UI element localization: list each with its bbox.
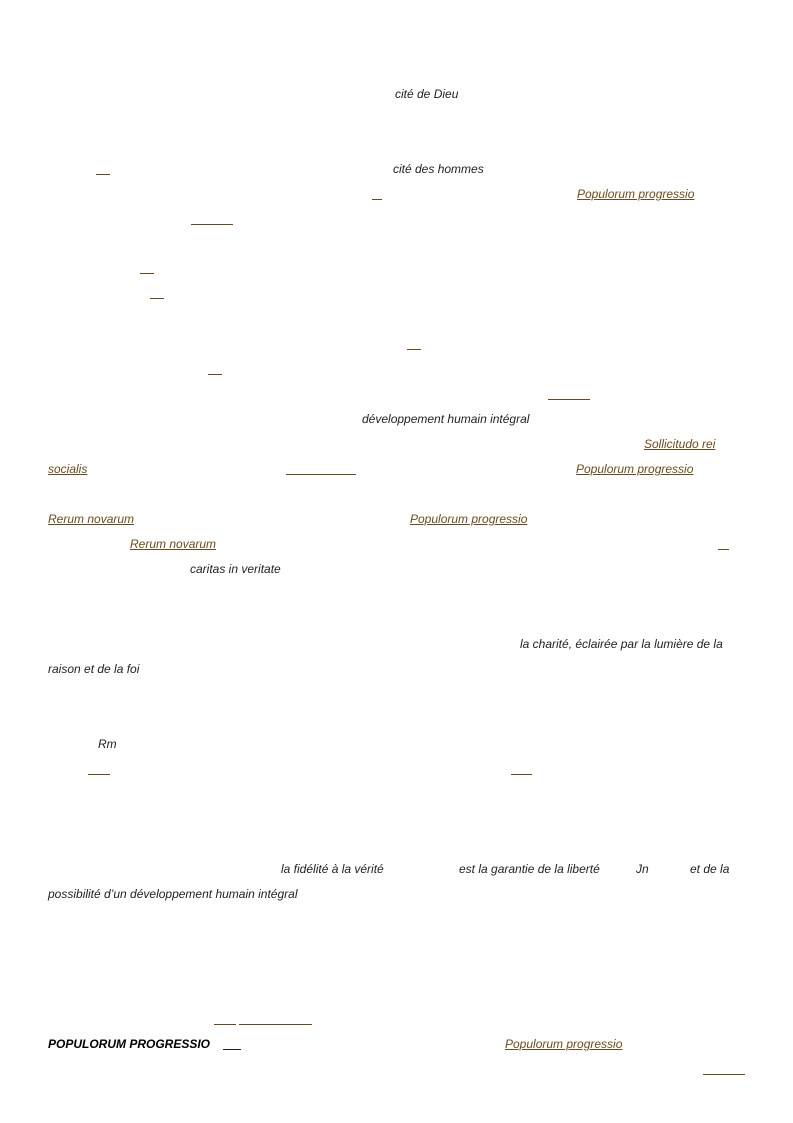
- link-rerum-novarum[interactable]: Rerum novarum: [130, 537, 217, 551]
- footnote-link[interactable]: [407, 349, 421, 350]
- footnote-link[interactable]: [718, 549, 729, 550]
- footnote-link[interactable]: [208, 374, 222, 375]
- footnote-link[interactable]: [150, 298, 164, 299]
- heading-underline: [223, 1049, 241, 1050]
- footnote-link[interactable]: [96, 174, 110, 175]
- fragment-garantie: est la garantie de la liberté: [459, 862, 600, 876]
- footnote-link[interactable]: [214, 1024, 236, 1025]
- fragment-charite-line1: la charité, éclairée par la lumière de la: [520, 637, 723, 651]
- footnote-link[interactable]: [703, 1074, 745, 1075]
- footnote-link[interactable]: [548, 399, 590, 400]
- link-sollicitudo-rei[interactable]: Sollicitudo rei: [644, 437, 716, 451]
- footnote-link[interactable]: [372, 199, 382, 200]
- fragment-charite-line2: raison et de la foi: [48, 662, 140, 676]
- link-populorum-progressio[interactable]: Populorum progressio: [576, 462, 694, 476]
- section-heading-populorum: POPULORUM PROGRESSIO: [48, 1037, 211, 1051]
- link-populorum-progressio[interactable]: Populorum progressio: [410, 512, 528, 526]
- link-populorum-progressio[interactable]: Populorum progressio: [577, 187, 695, 201]
- footnote-link[interactable]: [511, 774, 532, 775]
- fragment-caritas-in-veritate: caritas in veritate: [190, 562, 281, 576]
- fragment-jn: Jn: [636, 862, 649, 876]
- fragment-rm: Rm: [98, 737, 117, 751]
- fragment-et-de-la: et de la: [690, 862, 730, 876]
- footnote-link[interactable]: [239, 1024, 312, 1025]
- link-populorum-progressio[interactable]: Populorum progressio: [505, 1037, 623, 1051]
- footnote-link[interactable]: [191, 224, 233, 225]
- footnote-link[interactable]: [140, 273, 154, 274]
- fragment-cite-des-hommes: cité des hommes: [393, 162, 484, 176]
- fragment-fidelite: la fidélité à la vérité: [281, 862, 384, 876]
- fragment-possibilite: possibilité d’un développement humain intégral: [48, 887, 298, 901]
- link-rerum-novarum[interactable]: Rerum novarum: [48, 512, 135, 526]
- fragment-cite-de-dieu: cité de Dieu: [395, 87, 459, 101]
- link-sollicitudo-socialis[interactable]: socialis: [48, 462, 88, 476]
- fragment-developpement-humain-integral: développement humain intégral: [362, 412, 530, 426]
- footnote-link[interactable]: [88, 774, 110, 775]
- footnote-link[interactable]: [286, 474, 356, 475]
